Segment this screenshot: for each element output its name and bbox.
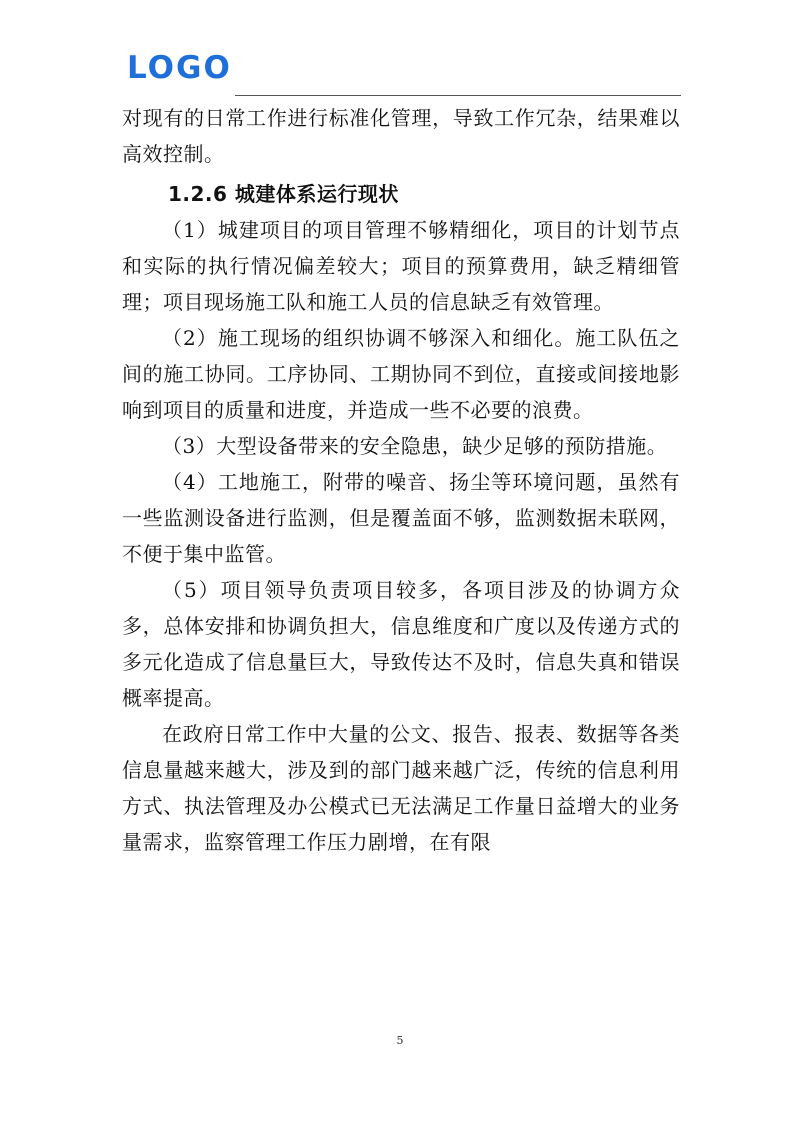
logo: LOGO — [127, 50, 232, 86]
paragraph-item-3: （3）大型设备带来的安全隐患，缺少足够的预防措施。 — [162, 434, 668, 458]
document-body — [122, 100, 680, 860]
paragraph-item-1: （1）城建项目的项目管理不够精细化，项目的计划节点和实际的执行情况偏差较大；项目的预算费用，缺乏精细管理；项目现场施工队和施工人员的信息缺乏有效管理。 — [122, 218, 680, 314]
section-heading: 1.2.6 城建体系运行现状 — [168, 182, 399, 206]
paragraph-item-4: （4）工地施工，附带的噪音、扬尘等环境问题，虽然有一些监测设备进行监测，但是覆盖面不够，监测数据未联网，不便于集中监管。 — [122, 470, 680, 566]
page-number: 5 — [396, 1034, 404, 1047]
paragraph-item-5: （5）项目领导负责项目较多，各项目涉及的协调方众多，总体安排和协调负担大，信息维度和广度以及传递方式的多元化造成了信息量巨大，导致传达不及时，信息失真和错误概率提高。 — [122, 578, 680, 710]
paragraph-government-work: 在政府日常工作中大量的公文、报告、报表、数据等各类信息量越来越大，涉及到的部门越来越广泛，传统的信息利用方式、执法管理及办公模式已无法满足工作量日益增大的业务量需求，监察管理工作压力剧增，在有限 — [122, 722, 680, 854]
paragraph-item-2: （2）施工现场的组织协调不够深入和细化。施工队伍之间的施工协同。工序协同、工期协同不到位，直接或间接地影响到项目的质量和进度，并造成一些不必要的浪费。 — [122, 326, 680, 422]
paragraph-continued: 对现有的日常工作进行标准化管理，导致工作冗杂，结果难以高效控制。 — [122, 106, 680, 166]
header-divider — [235, 95, 681, 96]
